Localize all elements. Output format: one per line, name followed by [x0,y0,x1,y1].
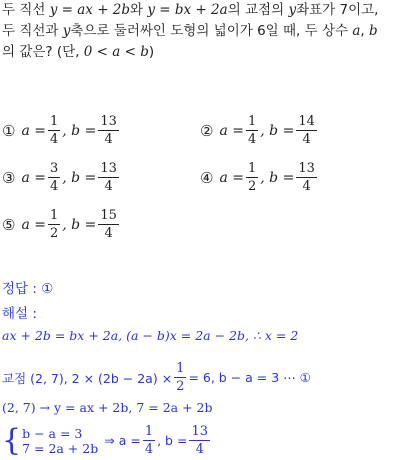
fraction-b: $\frac{13}{4}$ [191,424,208,457]
choice-a-fraction: $\frac{1}{2}$ [49,208,59,241]
choice-a-label: a = [219,122,244,139]
choice-a-label: a = [21,216,46,233]
choice-b-label: , b = [62,169,97,186]
text: 두 직선과 [2,23,63,39]
solution-line-4 [2,423,212,458]
variable-a: a [352,23,361,39]
choice-b-label: , b = [62,122,97,139]
question-line-3 [2,42,398,63]
choice-marker: ⑤ [2,215,16,234]
choice-2[interactable] [200,113,319,148]
choice-a-fraction: $\frac{1}{2}$ [247,161,257,194]
choice-1[interactable] [2,113,121,148]
condition: 0 < a < b [83,44,149,60]
question-text [2,0,398,63]
text: = 6, b − a = 3 ⋯ ① [188,370,311,385]
solution-label: 해설 : [2,306,37,322]
choice-b-label: , b = [62,216,97,233]
choice-marker: ① [2,121,16,140]
text: 좌표가 7이고, [296,2,379,18]
choice-3[interactable] [2,160,121,195]
text: , b = [157,433,188,448]
equation-2: y = bx + 2a [147,2,228,18]
solution-line-3: (2, 7) → y = ax + 2b, 7 = 2a + 2b [2,400,213,415]
brace-icon: { [2,422,22,458]
fraction-a: $\frac{1}{4}$ [144,424,154,457]
choice-b-fraction: $\frac{15}{4}$ [100,208,117,241]
choice-5[interactable] [2,207,121,242]
text: 교점 (2, 7), 2 × (2b − 2a) × [2,370,173,386]
solution-line-1: ax + 2b = bx + 2a, (a − b)x = 2a − 2b, ∴ x = 2 [2,328,299,343]
choice-a-label: a = [21,122,46,139]
solution-line-2 [2,360,311,395]
choice-4[interactable] [200,160,319,195]
system-of-equations [2,422,99,458]
text: 의 값은? (단, [2,44,84,60]
variable-y: y [288,2,297,18]
answer: 정답 : ① [2,281,54,297]
question-line-2 [2,21,398,42]
equation-row-1: b − a = 3 [22,425,83,441]
text: 축으로 둘러싸인 도형의 넓이가 6일 때, 두 상수 [70,23,353,39]
choice-a-fraction: $\frac{1}{4}$ [49,114,59,147]
choice-b-label: , b = [260,122,295,139]
variable-y: y [62,23,71,39]
choice-a-label: a = [21,169,46,186]
choice-b-fraction: $\frac{13}{4}$ [100,161,117,194]
choice-b-fraction: $\frac{14}{4}$ [298,114,315,147]
equation-1: y = ax + 2b [49,2,131,18]
text: 의 교점의 [227,2,289,18]
text: 와 [130,2,148,18]
implies-text: ⇒ a = [104,433,141,448]
text: , [360,23,369,39]
choice-b-fraction: $\frac{13}{4}$ [298,161,315,194]
question-line-1 [2,0,398,21]
choice-a-fraction: $\frac{1}{4}$ [247,114,257,147]
choice-marker: ④ [200,168,214,187]
text: 두 직선 [2,2,50,18]
choice-marker: ② [200,121,214,140]
choice-a-label: a = [219,169,244,186]
variable-b: b [369,23,378,39]
text: ) [148,44,155,60]
choice-b-fraction: $\frac{13}{4}$ [100,114,117,147]
choice-b-label: , b = [260,169,295,186]
choice-marker: ③ [2,168,16,187]
fraction: $\frac{1}{2}$ [176,361,185,394]
choice-a-fraction: $\frac{3}{4}$ [49,161,59,194]
equation-row-2: 7 = 2a + 2b [22,440,99,456]
